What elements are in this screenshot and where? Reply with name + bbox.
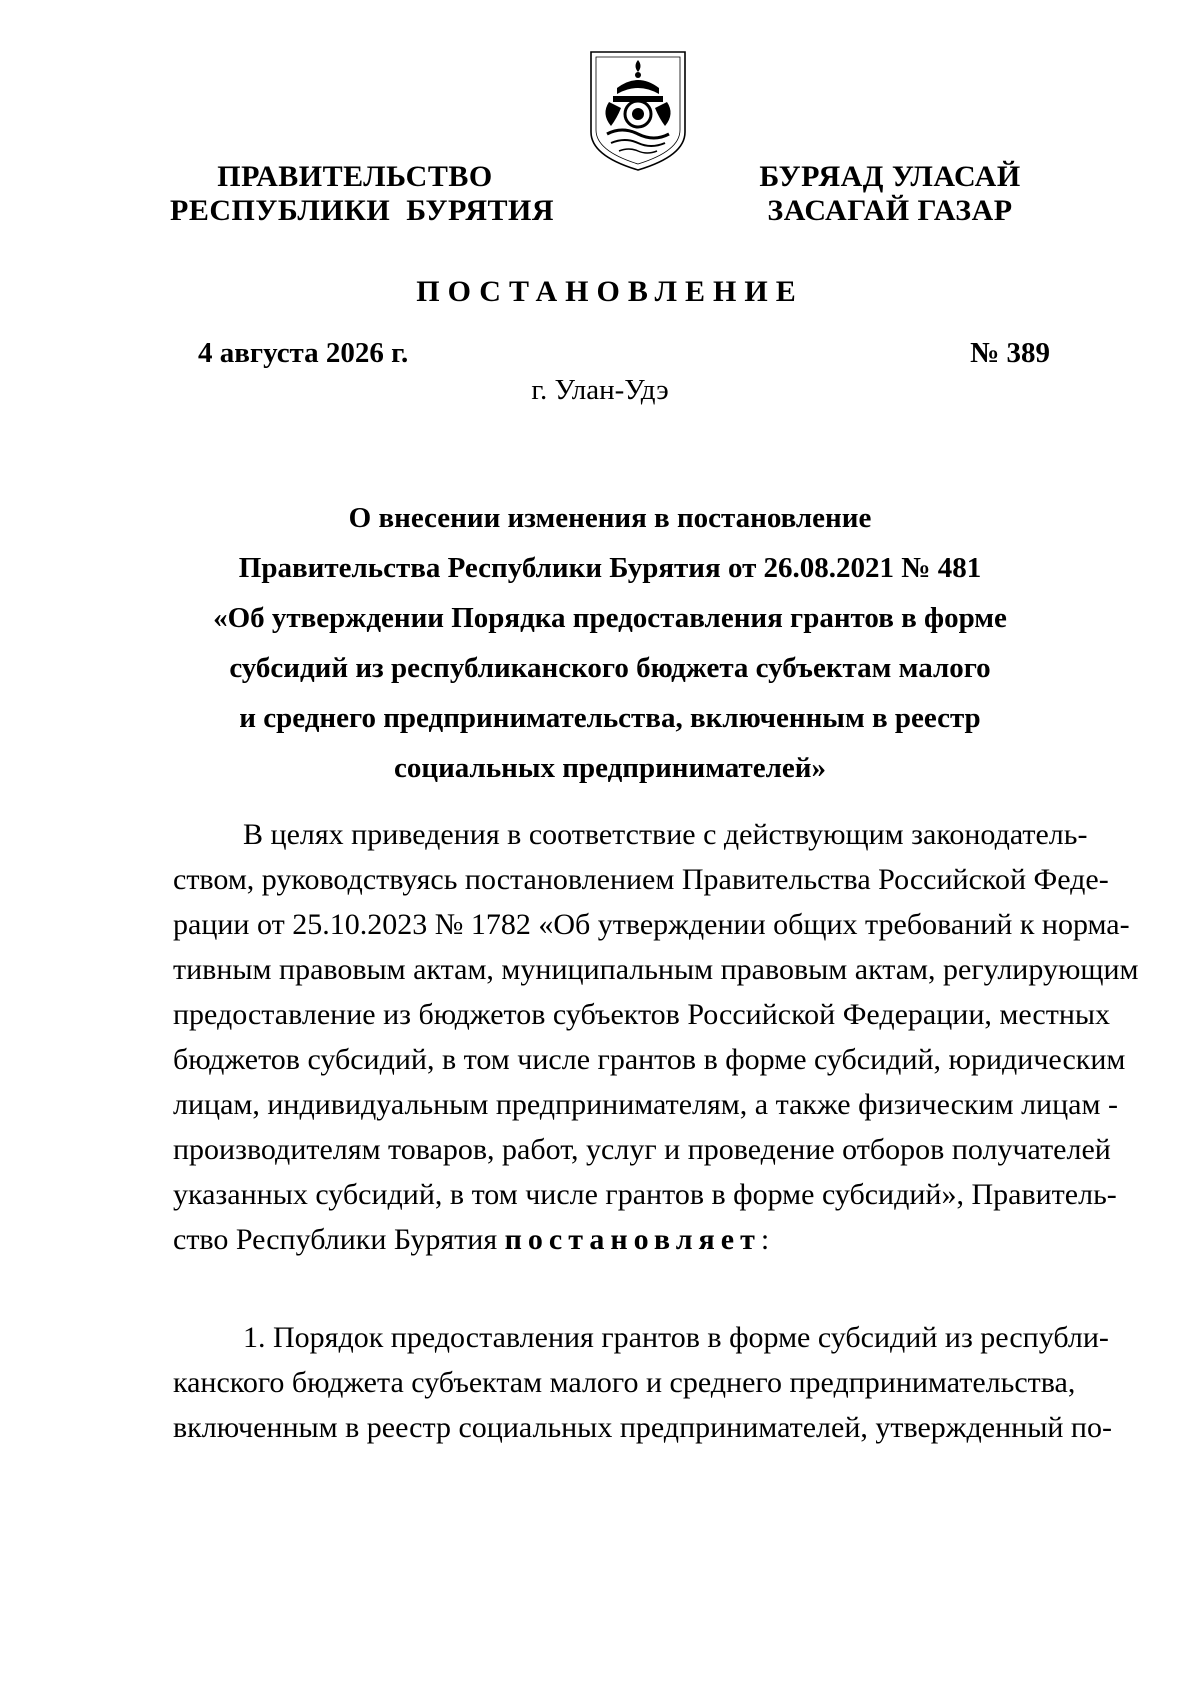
- document-city: г. Улан-Удэ: [531, 374, 669, 406]
- title-line: социальных предпринимателей»: [394, 752, 826, 784]
- body-text-line: рации от 25.10.2023 № 1782 «Об утверждении общих требований к норма-: [173, 908, 1130, 941]
- body-text-line: бюджетов субсидий, в том числе грантов в форме субсидий, юридическим: [173, 1043, 1126, 1076]
- title-line: Правительства Республики Бурятия от 26.08.2021 № 481: [238, 552, 982, 584]
- body-text-line: 1. Порядок предоставления грантов в форме субсидий из республи-: [243, 1321, 1109, 1354]
- document-date: 4 августа 2026 г.: [198, 337, 409, 369]
- document-number: № 389: [970, 337, 1050, 369]
- org-right-line-1: БУРЯАД УЛАСАЙ: [759, 160, 1021, 193]
- body-text-line-last: [173, 1220, 1074, 1260]
- organization-name-buryat: [740, 160, 1040, 228]
- body-text-line: предоставление из бюджетов субъектов Российской Федерации, местных: [173, 998, 1111, 1031]
- document-type-heading: ПОСТАНОВЛЕНИЕ: [416, 275, 804, 308]
- decree-word: постановляет: [504, 1223, 761, 1256]
- coat-of-arms-icon: [587, 44, 689, 174]
- org-left-line-2: РЕСПУБЛИКИ БУРЯТИЯ: [170, 194, 555, 227]
- body-text-line: лицам, индивидуальным предпринимателям, а также физическим лицам -: [173, 1088, 1118, 1121]
- title-line: субсидий из республиканского бюджета субъектам малого: [229, 652, 991, 684]
- body-text-fragment: ство Республики Бурятия: [173, 1223, 505, 1256]
- title-line: и среднего предпринимательства, включенным в реестр: [239, 702, 981, 734]
- organization-name-russian: [170, 160, 555, 228]
- title-line: «Об утверждении Порядка предоставления грантов в форме: [213, 602, 1007, 634]
- body-text-line: ством, руководствуясь постановлением Правительства Российской Феде-: [173, 863, 1109, 896]
- body-text-line: канского бюджета субъектам малого и среднего предпринимательства,: [173, 1366, 1076, 1399]
- org-left-line-1: ПРАВИТЕЛЬСТВО: [217, 160, 493, 193]
- body-text-line: указанных субсидий, в том числе грантов в форме субсидий», Правитель-: [173, 1178, 1117, 1211]
- body-text-fragment: :: [760, 1223, 770, 1256]
- title-line: О внесении изменения в постановление: [348, 502, 872, 534]
- body-text-line: производителям товаров, работ, услуг и проведение отборов получателей: [173, 1133, 1111, 1166]
- document-title: [170, 493, 1050, 793]
- body-text-line: В целях приведения в соответствие с действующим законодатель-: [243, 818, 1088, 851]
- org-right-line-2: ЗАСАГАЙ ГАЗАР: [767, 194, 1013, 227]
- body-text-line: тивным правовым актам, муниципальным правовым актам, регулирующим: [173, 953, 1139, 986]
- body-text-line: включенным в реестр социальных предпринимателей, утвержденный по-: [173, 1411, 1112, 1444]
